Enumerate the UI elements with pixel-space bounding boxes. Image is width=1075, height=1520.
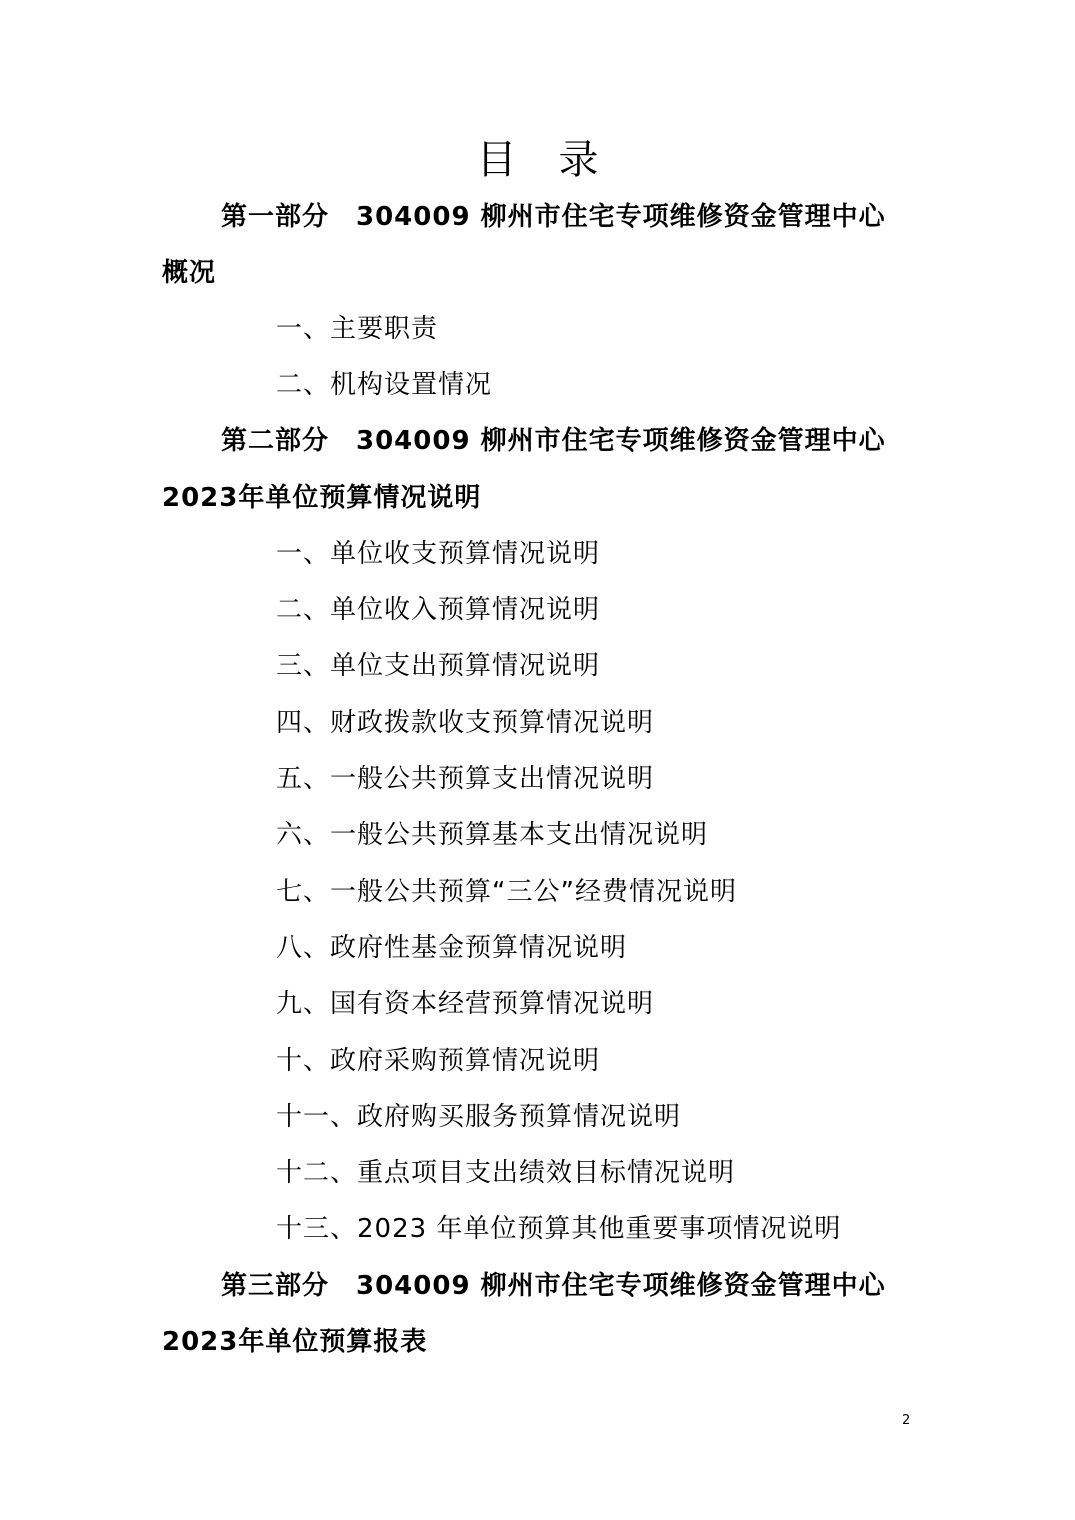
toc-item: 八、政府性基金预算情况说明 — [276, 933, 628, 963]
toc-title: 目录 — [476, 137, 641, 183]
part-2-heading-continued: 2023年单位预算情况说明 — [162, 483, 482, 513]
toc-item: 四、财政拨款收支预算情况说明 — [276, 708, 655, 738]
part-3-heading-continued: 2023年单位预算报表 — [162, 1327, 428, 1357]
toc-item: 十二、重点项目支出绩效目标情况说明 — [276, 1158, 736, 1188]
part-3-heading: 第三部分 304009 柳州市住宅专项维修资金管理中心 — [221, 1271, 886, 1301]
toc-item: 九、国有资本经营预算情况说明 — [276, 989, 655, 1019]
toc-item: 十一、政府购买服务预算情况说明 — [276, 1102, 682, 1132]
toc-item: 七、一般公共预算“三公”经费情况说明 — [276, 877, 737, 907]
part-2-heading: 第二部分 304009 柳州市住宅专项维修资金管理中心 — [221, 426, 886, 456]
toc-item: 三、单位支出预算情况说明 — [276, 651, 601, 681]
toc-item: 一、单位收支预算情况说明 — [276, 539, 601, 569]
page-number: 2 — [902, 1413, 911, 1428]
toc-item: 二、机构设置情况 — [276, 370, 493, 400]
toc-item: 五、一般公共预算支出情况说明 — [276, 764, 655, 794]
part-1-heading-continued: 概况 — [162, 258, 217, 288]
toc-item: 二、单位收入预算情况说明 — [276, 595, 601, 625]
toc-item: 十、政府采购预算情况说明 — [276, 1046, 601, 1076]
toc-item: 一、主要职责 — [276, 314, 439, 344]
toc-item: 十三、2023 年单位预算其他重要事项情况说明 — [276, 1214, 842, 1244]
toc-item: 六、一般公共预算基本支出情况说明 — [276, 820, 709, 850]
part-1-heading: 第一部分 304009 柳州市住宅专项维修资金管理中心 — [221, 202, 886, 232]
